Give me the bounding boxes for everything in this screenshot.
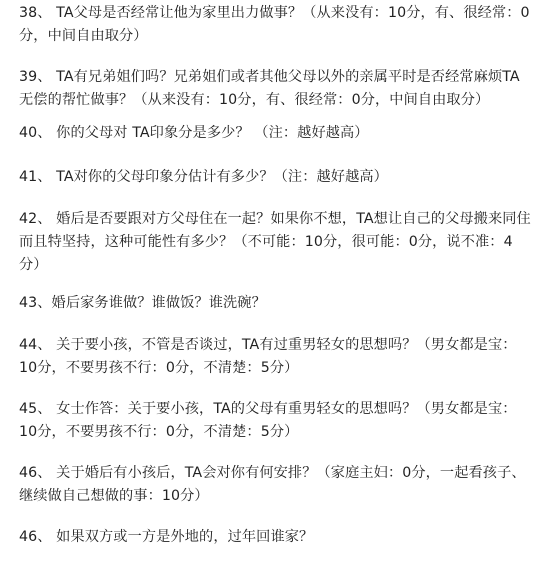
question-39: 39、 TA有兄弟姐们吗？兄弟姐们或者其他父母以外的亲属平时是否经常麻烦TA无偿的帮忙做事？（从来没有：10分，有、很经常：0分，中间自由取分） [19,69,520,108]
question-43: 43、婚后家务谁做？谁做饭？谁洗碗？ [19,295,266,311]
question-46-new-year: 46、 如果双方或一方是外地的，过年回谁家？ [19,529,314,545]
question-45: 45、 女士作答：关于要小孩，TA的父母有重男轻女的思想吗？（男女都是宝：10分，不要男孩不行：0分，不清楚：5分） [19,401,517,440]
question-44: 44、 关于要小孩，不管是否谈过，TA有过重男轻女的思想吗？（男女都是宝：10分，不要男孩不行：0分，不清楚：5分） [19,337,517,376]
question-42: 42、 婚后是否要跟对方父母住在一起？如果你不想，TA想让自己的父母搬来同住而且特坚持，这种可能性有多少？（不可能：10分，很可能：0分，说不准：4分） [19,211,531,273]
question-41: 41、 TA对你的父母印象分估计有多少？（注：越好越高） [19,169,388,185]
question-40: 40、 你的父母对 TA印象分是多少？ （注：越好越高） [19,125,369,141]
question-46-arrangement: 46、 关于婚后有小孩后，TA会对你有何安排？（家庭主妇：0分，一起看孩子、继续做自己想做的事：10分） [19,465,526,504]
question-38: 38、 TA父母是否经常让他为家里出力做事？（从来没有：10分，有、很经常：0分，中间自由取分） [19,5,530,44]
